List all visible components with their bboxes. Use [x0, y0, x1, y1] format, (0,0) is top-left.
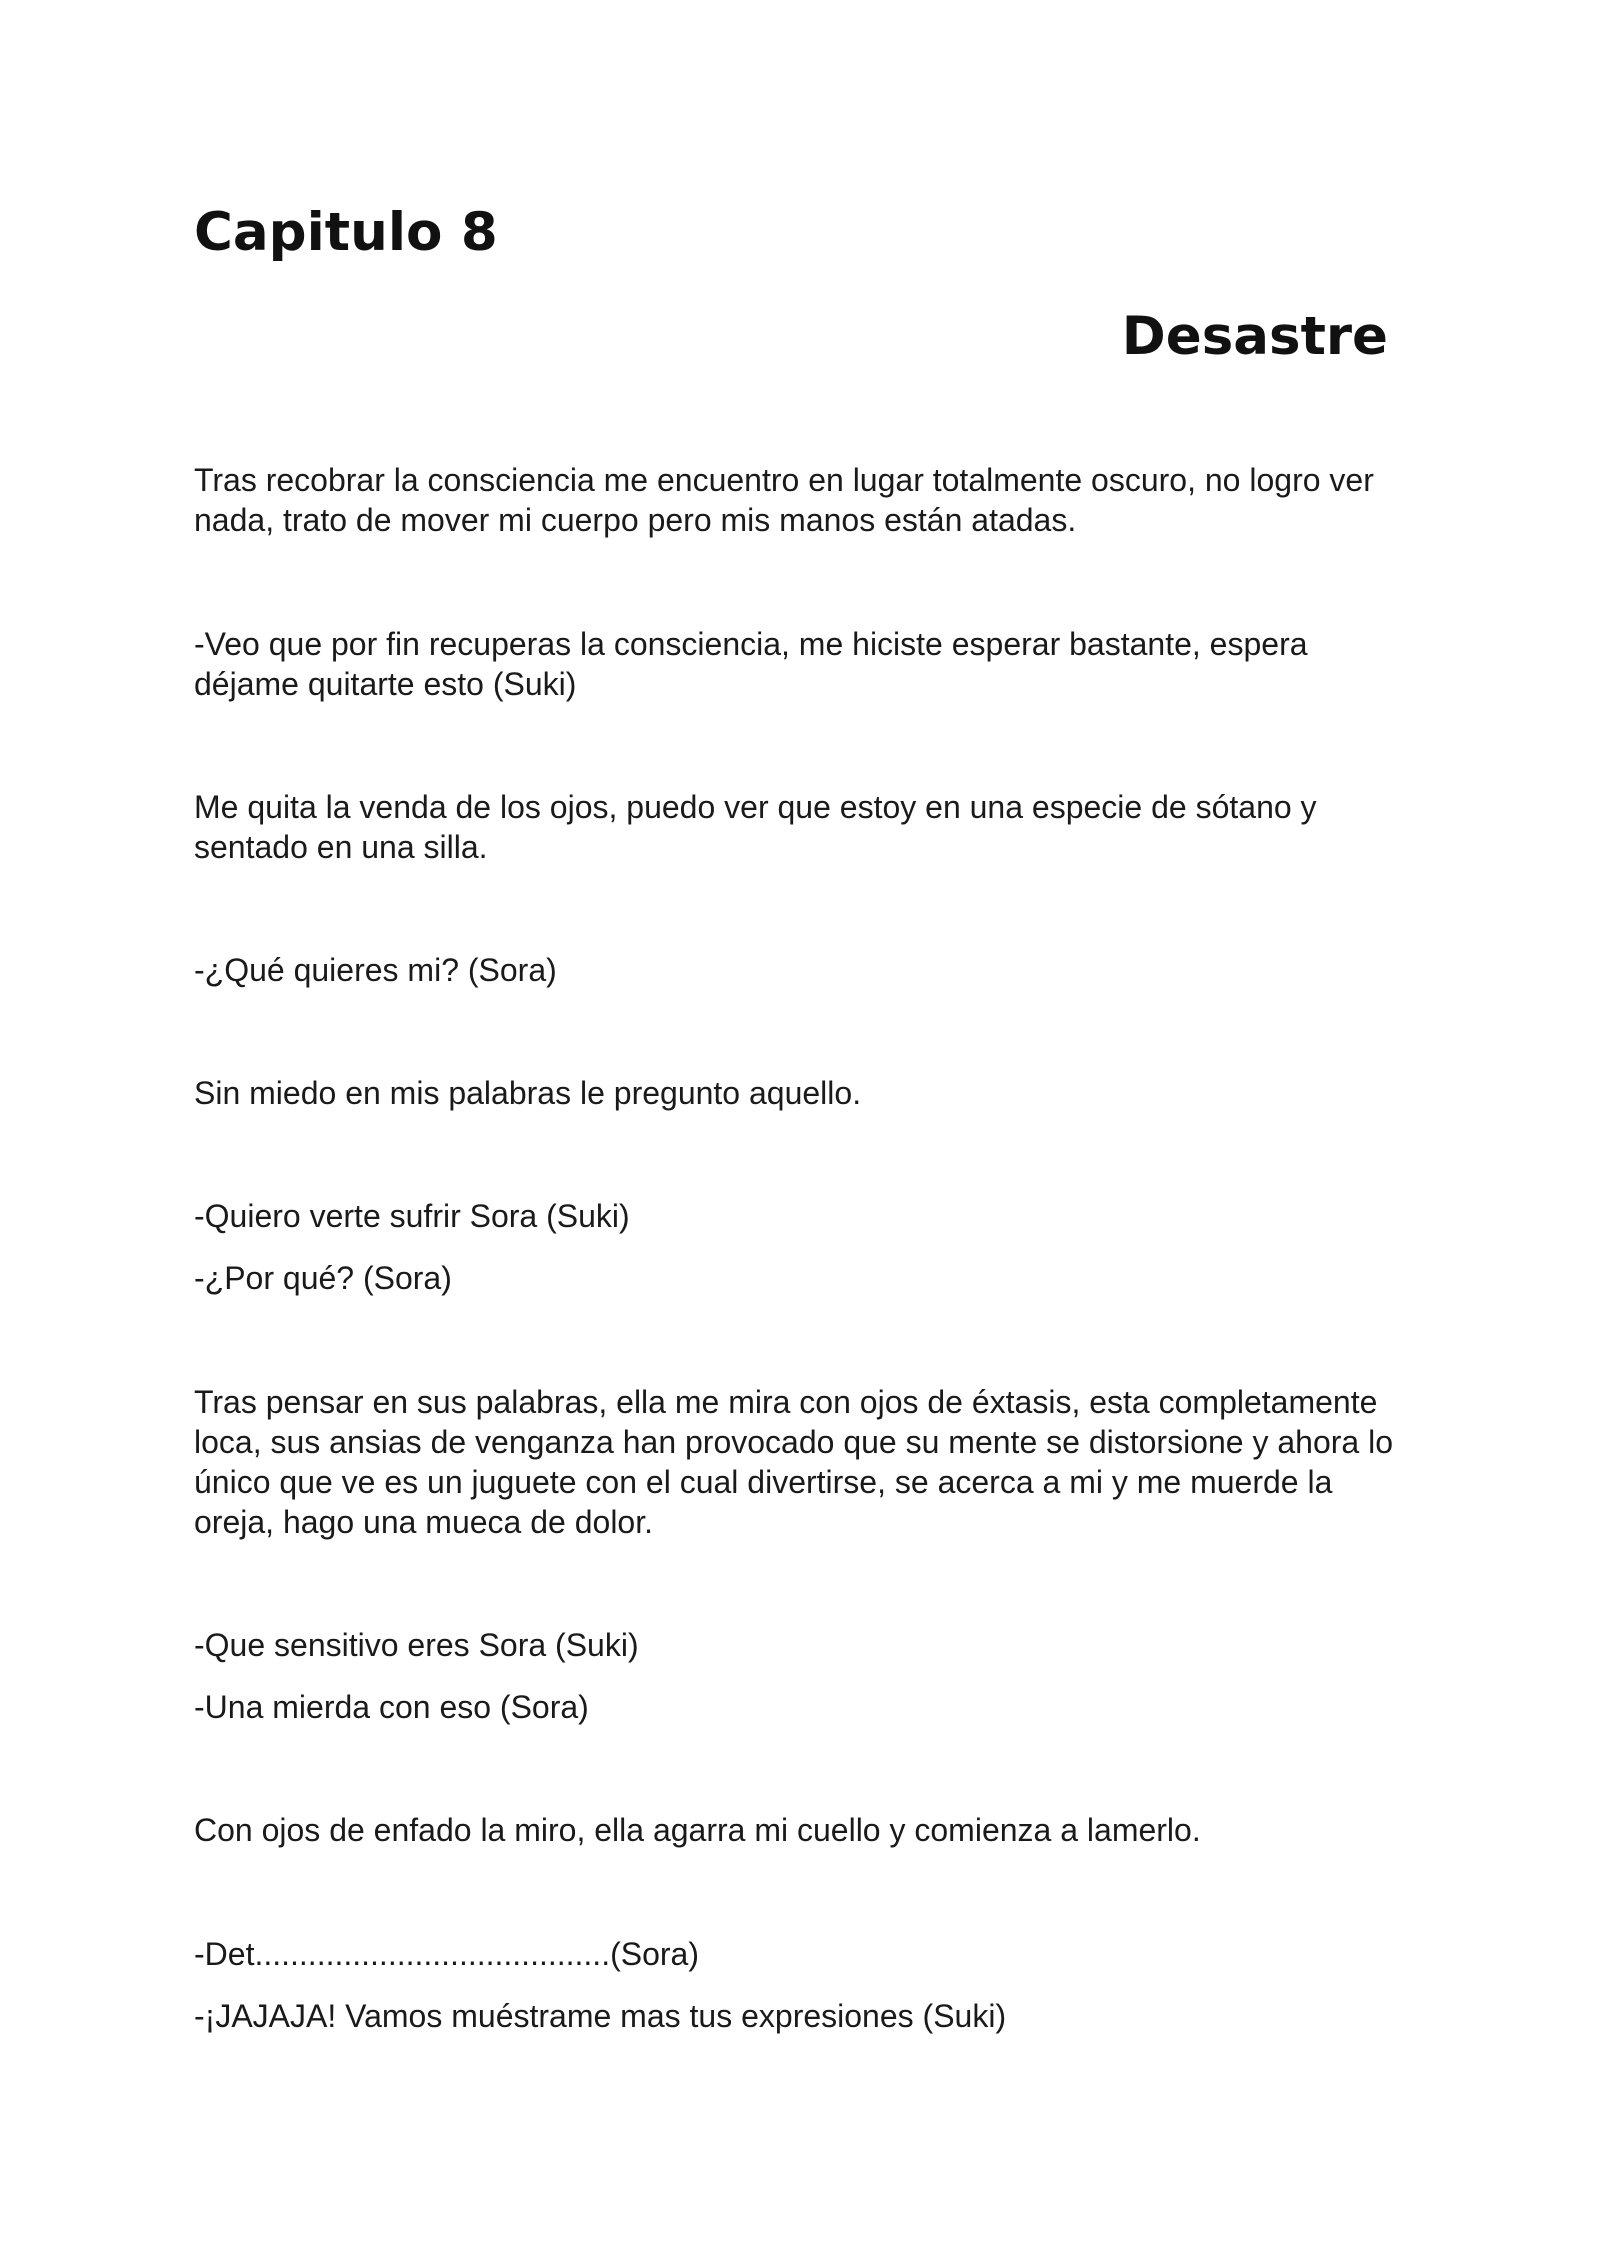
chapter-heading: Capitulo 8	[194, 202, 498, 263]
dialogue-line: -¿Qué quieres mi? (Sora)	[194, 952, 557, 988]
dialogue-line: -Que sensitivo eres Sora (Suki)	[194, 1627, 639, 1663]
paragraph: Tras recobrar la consciencia me encuentro en lugar totalmente oscuro, no logro ver nada, trato de mover mi cuerpo pero mis manos están atadas.	[194, 462, 1374, 538]
dialogue-line: -¿Por qué? (Sora)	[194, 1260, 452, 1296]
paragraph: Con ojos de enfado la miro, ella agarra mi cuello y comienza a lamerlo.	[194, 1812, 1201, 1848]
dialogue-line: -Det........................................(Sora)	[194, 1936, 699, 1972]
paragraph: Sin miedo en mis palabras le pregunto aquello.	[194, 1075, 862, 1111]
paragraph: Me quita la venda de los ojos, puedo ver que estoy en una especie de sótano y sentado en una silla.	[194, 789, 1317, 865]
dialogue-line: -Veo que por fin recuperas la consciencia, me hiciste esperar bastante, espera déjame quitarte esto (Suki)	[194, 626, 1308, 702]
dialogue-line: -¡JAJAJA! Vamos muéstrame mas tus expresiones (Suki)	[194, 1998, 1007, 2034]
dialogue-line: -Quiero verte sufrir Sora (Suki)	[194, 1198, 630, 1234]
paragraph: Tras pensar en sus palabras, ella me mira con ojos de éxtasis, esta completamente loca, sus ansias de venganza han provocado que su mente se distorsione y ahora lo único que ve es un juguete con el cual divertirse, se acerca a mi y me muerde la oreja, hago una mueca de dolor.	[194, 1384, 1393, 1540]
dialogue-line: -Una mierda con eso (Sora)	[194, 1689, 589, 1725]
chapter-title: Desastre	[1121, 306, 1388, 367]
